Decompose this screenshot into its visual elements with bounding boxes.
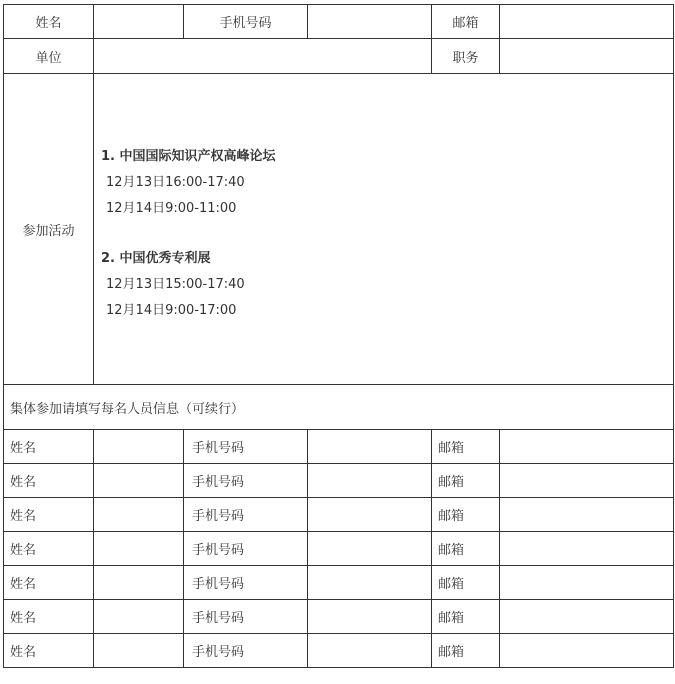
name-label: 姓名 bbox=[4, 5, 94, 39]
member-phone-label: 手机号码 bbox=[184, 600, 308, 634]
member-row bbox=[4, 566, 674, 600]
member-email-input[interactable] bbox=[500, 498, 674, 532]
group-note-row bbox=[4, 385, 674, 430]
member-name-label: 姓名 bbox=[4, 430, 94, 464]
member-name-label: 姓名 bbox=[4, 566, 94, 600]
activity-title[interactable]: 1. 中国国际知识产权高峰论坛 bbox=[101, 149, 276, 164]
email-label: 邮箱 bbox=[432, 5, 500, 39]
member-phone-input[interactable] bbox=[308, 634, 432, 668]
email-input-cell[interactable] bbox=[500, 5, 674, 39]
member-phone-input[interactable] bbox=[308, 430, 432, 464]
member-row bbox=[4, 498, 674, 532]
member-phone-label: 手机号码 bbox=[184, 532, 308, 566]
phone-label: 手机号码 bbox=[184, 5, 308, 39]
member-phone-input[interactable] bbox=[308, 600, 432, 634]
phone-input-cell[interactable] bbox=[308, 5, 432, 39]
member-row bbox=[4, 532, 674, 566]
member-email-input[interactable] bbox=[500, 430, 674, 464]
member-row bbox=[4, 634, 674, 668]
member-name-input[interactable] bbox=[94, 430, 184, 464]
member-email-label: 邮箱 bbox=[432, 532, 500, 566]
activity-time: 12月13日16:00-17:40 bbox=[106, 175, 245, 190]
header-row-1 bbox=[4, 5, 674, 39]
member-phone-input[interactable] bbox=[308, 498, 432, 532]
member-name-label: 姓名 bbox=[4, 464, 94, 498]
member-email-input[interactable] bbox=[500, 532, 674, 566]
member-name-input[interactable] bbox=[94, 566, 184, 600]
activity-time: 12月14日9:00-11:00 bbox=[106, 201, 237, 216]
group-note: 集体参加请填写每名人员信息（可续行） bbox=[4, 385, 674, 430]
member-phone-label: 手机号码 bbox=[184, 566, 308, 600]
activity-time: 12月14日9:00-17:00 bbox=[106, 303, 237, 318]
member-name-input[interactable] bbox=[94, 532, 184, 566]
registration-form-table bbox=[3, 4, 674, 668]
position-label: 职务 bbox=[432, 39, 500, 74]
member-email-label: 邮箱 bbox=[432, 634, 500, 668]
member-email-label: 邮箱 bbox=[432, 498, 500, 532]
member-email-label: 邮箱 bbox=[432, 464, 500, 498]
member-name-input[interactable] bbox=[94, 498, 184, 532]
name-input-cell[interactable] bbox=[94, 5, 184, 39]
member-row bbox=[4, 600, 674, 634]
member-email-input[interactable] bbox=[500, 566, 674, 600]
member-name-input[interactable] bbox=[94, 600, 184, 634]
member-phone-label: 手机号码 bbox=[184, 464, 308, 498]
member-phone-input[interactable] bbox=[308, 532, 432, 566]
activities-list bbox=[94, 74, 673, 384]
member-phone-input[interactable] bbox=[308, 464, 432, 498]
member-name-label: 姓名 bbox=[4, 532, 94, 566]
member-name-label: 姓名 bbox=[4, 634, 94, 668]
member-name-label: 姓名 bbox=[4, 600, 94, 634]
member-row bbox=[4, 464, 674, 498]
member-name-label: 姓名 bbox=[4, 498, 94, 532]
member-name-input[interactable] bbox=[94, 634, 184, 668]
member-name-input[interactable] bbox=[94, 464, 184, 498]
member-phone-input[interactable] bbox=[308, 566, 432, 600]
member-email-label: 邮箱 bbox=[432, 566, 500, 600]
org-label: 单位 bbox=[4, 39, 94, 74]
position-input-cell[interactable] bbox=[500, 39, 674, 74]
member-email-input[interactable] bbox=[500, 634, 674, 668]
member-email-label: 邮箱 bbox=[432, 600, 500, 634]
activities-label: 参加活动 bbox=[4, 74, 94, 385]
member-phone-label: 手机号码 bbox=[184, 634, 308, 668]
activities-row bbox=[4, 74, 674, 385]
activity-time: 12月13日15:00-17:40 bbox=[106, 277, 245, 292]
activity-title[interactable]: 2. 中国优秀专利展 bbox=[101, 251, 211, 266]
member-row bbox=[4, 430, 674, 464]
activities-cell bbox=[94, 74, 674, 385]
header-row-2 bbox=[4, 39, 674, 74]
org-input-cell[interactable] bbox=[94, 39, 432, 74]
member-phone-label: 手机号码 bbox=[184, 430, 308, 464]
member-email-input[interactable] bbox=[500, 464, 674, 498]
member-email-label: 邮箱 bbox=[432, 430, 500, 464]
member-email-input[interactable] bbox=[500, 600, 674, 634]
member-phone-label: 手机号码 bbox=[184, 498, 308, 532]
